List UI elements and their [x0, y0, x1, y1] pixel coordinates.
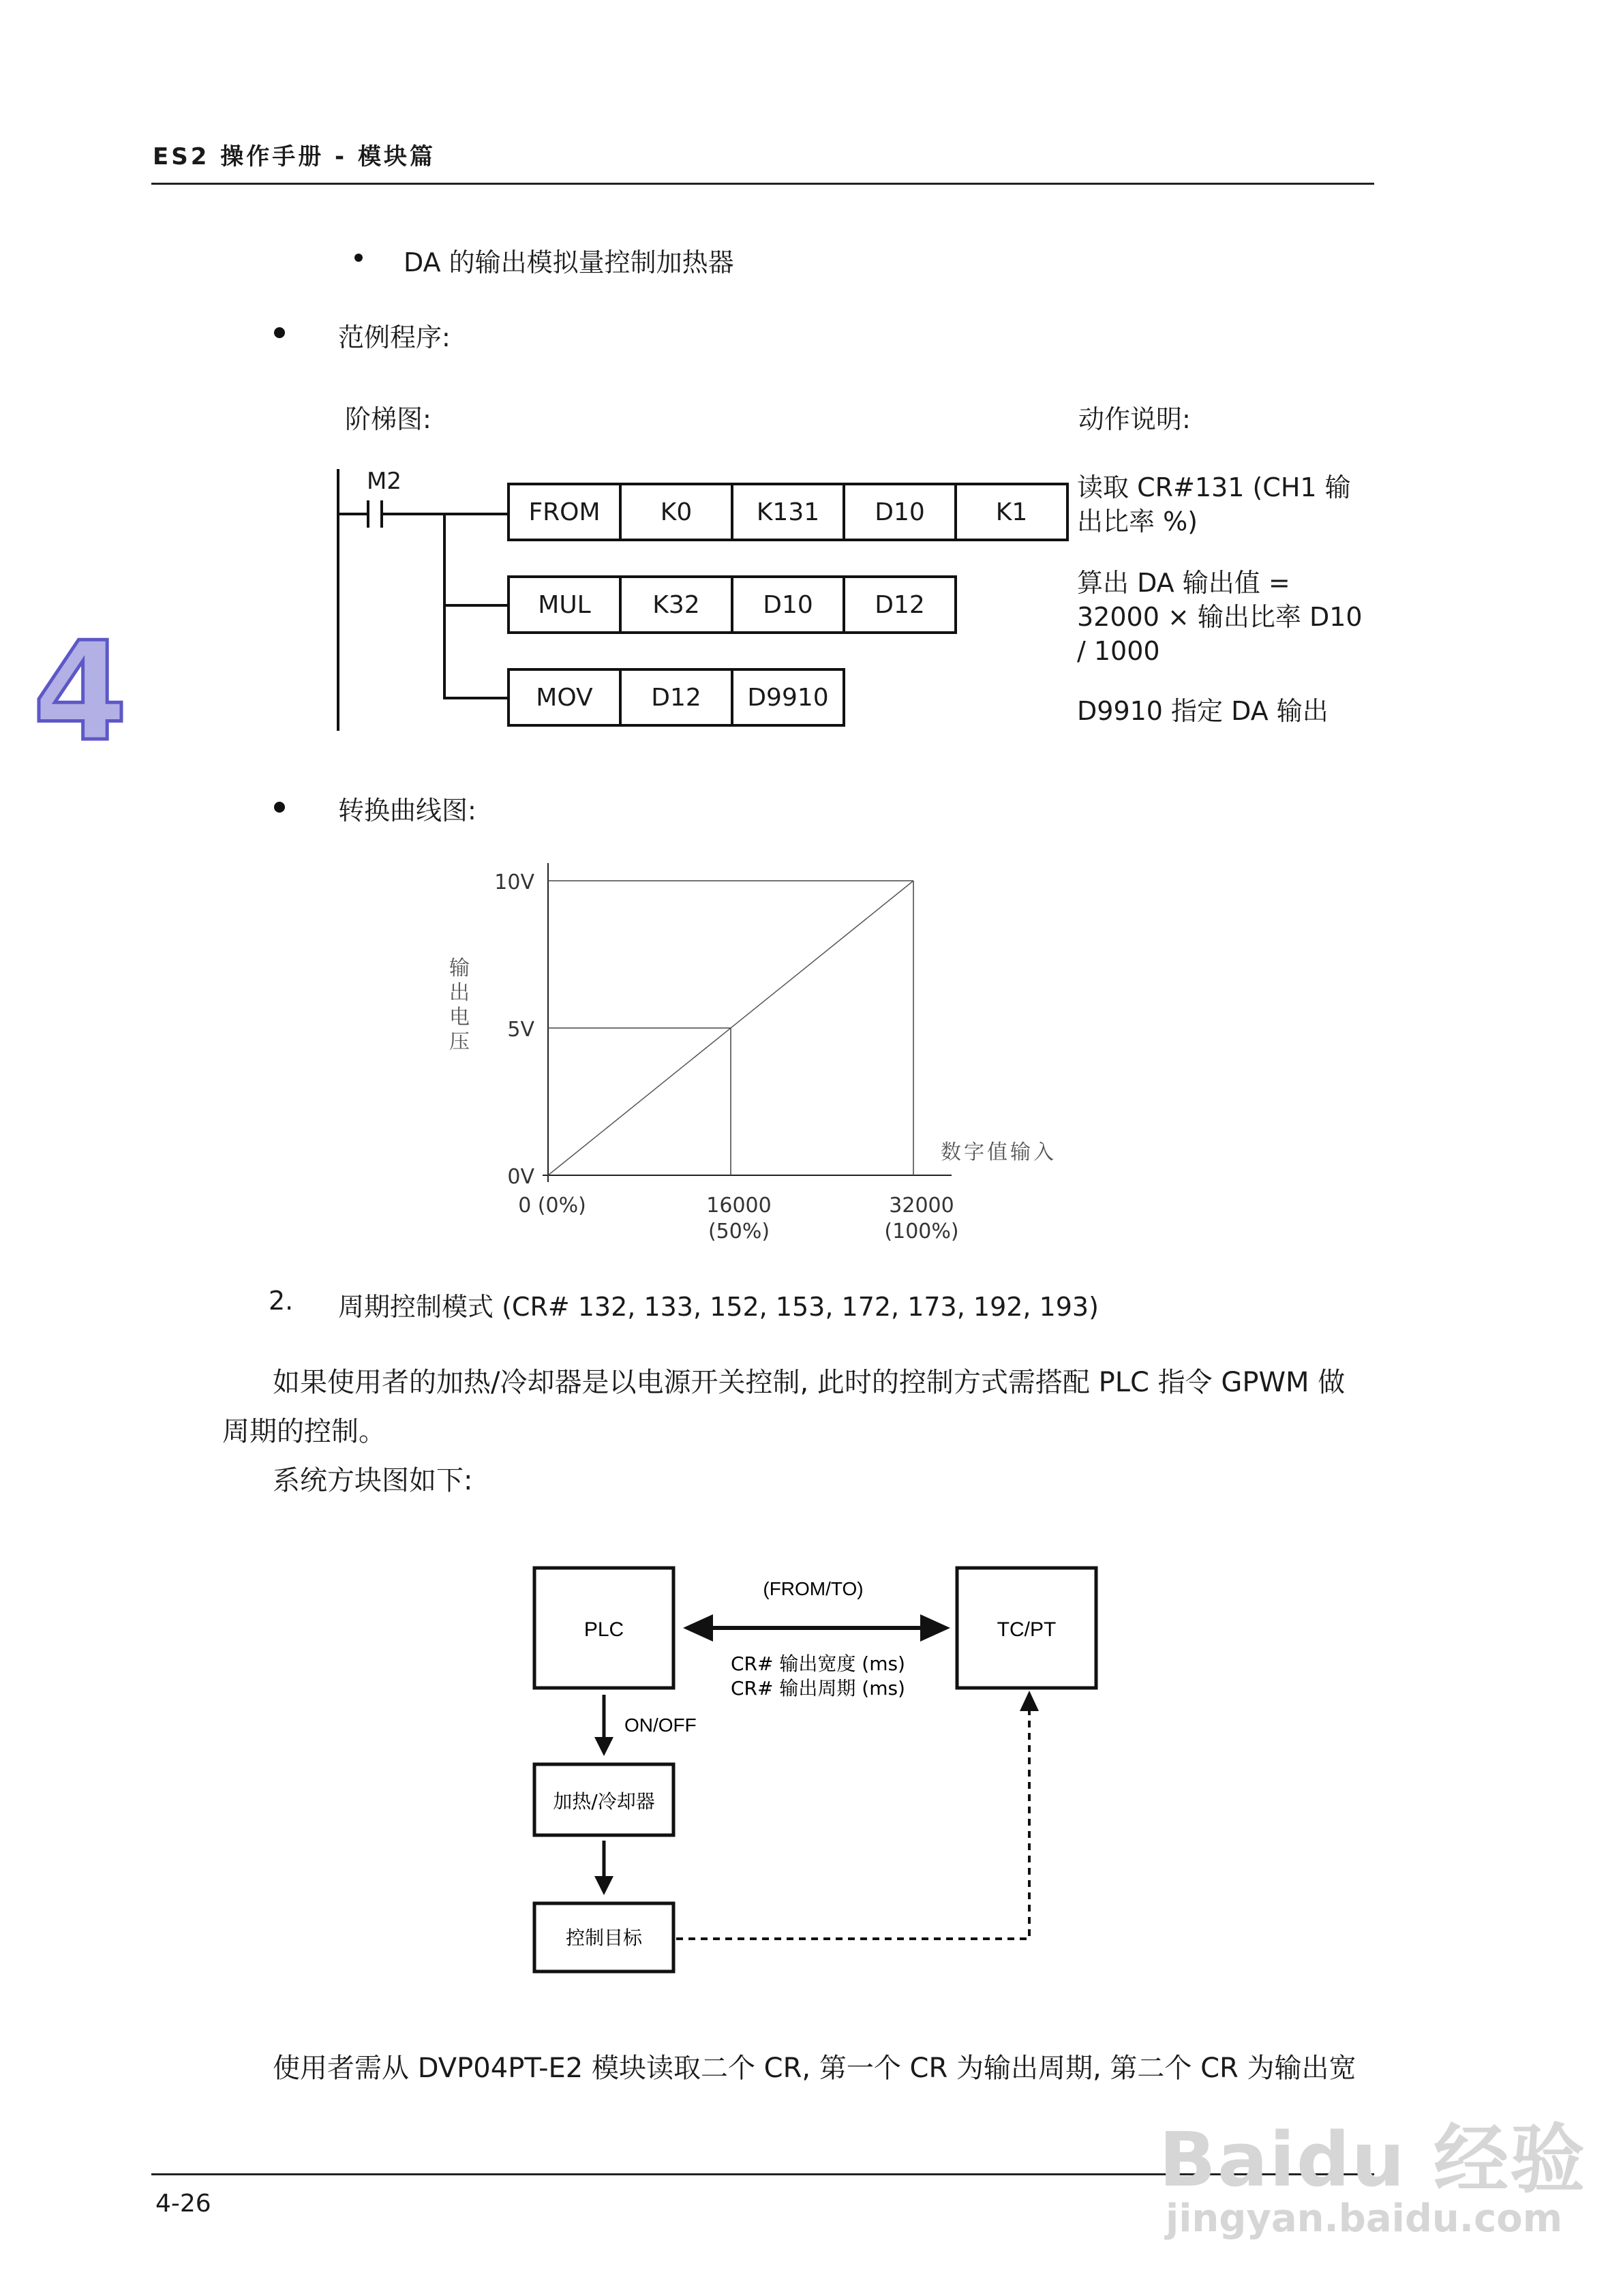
cr-width-label: CR# 输出宽度 (ms)	[731, 1652, 905, 1675]
y-tick-label: 0V	[507, 1165, 534, 1189]
operand-cell: D10	[843, 483, 957, 541]
paragraph-1-line-2: 周期的控制。	[222, 1416, 386, 1447]
wire	[443, 604, 510, 607]
from-to-label: (FROM/TO)	[763, 1578, 864, 1599]
bullet-dot	[274, 802, 285, 813]
bullet-da-text: DA 的输出模拟量控制加热器	[404, 247, 734, 277]
watermark-url: jingyan.baidu.com	[1166, 2196, 1563, 2241]
bullet-dot	[354, 254, 363, 262]
heater-arrow-head	[594, 1876, 613, 1895]
ladder-left-rail	[337, 469, 339, 731]
feedback-arrow-head	[1020, 1691, 1039, 1711]
bullet-curve-text: 转换曲线图:	[338, 796, 476, 826]
action-2-line-1: 算出 DA 输出值 =	[1077, 568, 1290, 598]
conversion-chart	[436, 845, 1091, 1268]
action-label: 动作说明:	[1078, 404, 1191, 434]
wire	[383, 513, 510, 515]
y-tick-label: 5V	[507, 1018, 534, 1042]
arrow-left-head	[683, 1614, 713, 1642]
bullet-example-text: 范例程序:	[338, 322, 451, 352]
onoff-arrow-head	[594, 1737, 613, 1756]
paragraph-1-line-1: 如果使用者的加热/冷却器是以电源开关控制, 此时的控制方式需搭配 PLC 指令 GPWM 做	[273, 1367, 1346, 1398]
cr-period-label: CR# 输出周期 (ms)	[731, 1677, 905, 1700]
contact-bar	[367, 500, 369, 528]
tcpt-label: TC/PT	[997, 1618, 1057, 1641]
y-axis-label-char: 出	[449, 981, 470, 1005]
wire	[443, 697, 510, 699]
action-2	[1077, 566, 1363, 668]
contact-label: M2	[367, 468, 401, 495]
y-axis-label-char: 输	[449, 956, 470, 980]
action-1	[1077, 470, 1351, 539]
operand-cell: D12	[843, 575, 957, 634]
operand-cell: K32	[619, 575, 733, 634]
section-number: 2.	[269, 1286, 294, 1316]
instruction-mov: MOV	[507, 668, 622, 727]
arrow-right-head	[920, 1614, 950, 1642]
y-axis-label-char: 电	[449, 1006, 470, 1029]
y-tick-label: 10V	[494, 871, 534, 894]
x-tick-sublabel: (100%)	[884, 1220, 959, 1243]
heater-label: 加热/冷却器	[553, 1790, 655, 1813]
y-axis-label-char: 压	[449, 1030, 470, 1054]
operand-cell: D10	[731, 575, 845, 634]
action-1-line-1: 读取 CR#131 (CH1 输	[1077, 472, 1351, 502]
operand-cell: K131	[731, 483, 845, 541]
section-heading: 周期控制模式 (CR# 132, 133, 152, 153, 172, 173, 192, 193)	[338, 1292, 1099, 1322]
x-tick-label: 32000	[889, 1194, 954, 1218]
bullet-dot	[274, 327, 285, 338]
operand-cell: D12	[619, 668, 733, 727]
page-header-title: ES2 操作手册 - 模块篇	[153, 143, 436, 170]
x-axis-label: 数字值输入	[941, 1141, 1057, 1164]
chapter-tab-digit: 4	[33, 613, 128, 772]
operand-cell: D9910	[731, 668, 845, 727]
paragraph-3: 使用者需从 DVP04PT-E2 模块读取二个 CR, 第一个 CR 为输出周期, 第二个 CR 为输出宽	[273, 2053, 1356, 2084]
action-1-line-2: 出比率 %)	[1077, 507, 1198, 537]
x-tick-sublabel: (50%)	[708, 1220, 770, 1243]
action-2-line-3: / 1000	[1077, 636, 1160, 666]
plc-label: PLC	[583, 1618, 624, 1641]
x-tick-label: 0 (0%)	[518, 1194, 586, 1218]
paragraph-2: 系统方块图如下:	[273, 1465, 473, 1496]
chapter-tab-number	[30, 613, 128, 772]
header-rule	[151, 183, 1374, 185]
feedback-dashed-line	[676, 1704, 1029, 1939]
watermark-logo: Baidu 经验	[1159, 2116, 1587, 2203]
action-3: D9910 指定 DA 输出	[1077, 696, 1329, 726]
onoff-label: ON/OFF	[624, 1715, 697, 1736]
action-2-line-2: 32000 × 输出比率 D10	[1077, 602, 1363, 632]
x-tick-label: 16000	[706, 1194, 772, 1218]
block-diagram	[504, 1541, 1159, 2004]
instruction-from: FROM	[507, 483, 622, 541]
operand-cell: K0	[619, 483, 733, 541]
target-label: 控制目标	[565, 1927, 643, 1949]
instruction-mul: MUL	[507, 575, 622, 634]
operand-cell: K1	[954, 483, 1069, 541]
page-number: 4-26	[155, 2190, 211, 2218]
wire	[339, 513, 367, 515]
ladder-label: 阶梯图:	[345, 404, 431, 434]
